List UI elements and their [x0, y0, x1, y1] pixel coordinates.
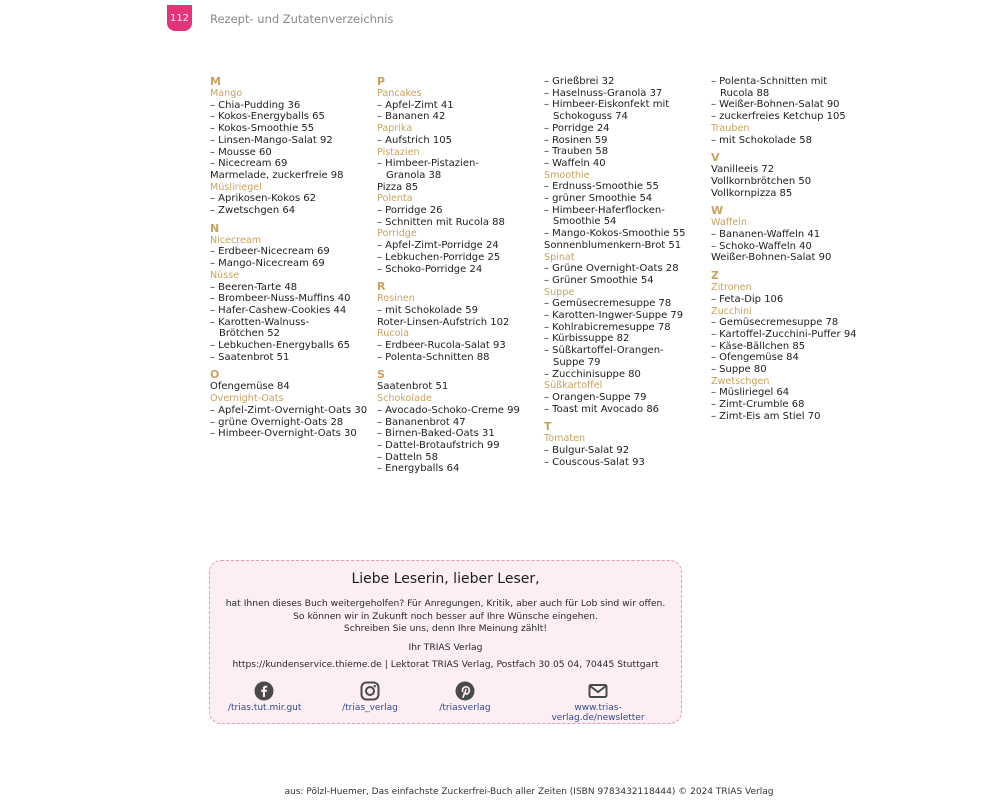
index-group-heading: Smoothie — [544, 169, 590, 181]
index-entry: – Datteln 58 — [377, 451, 439, 463]
letter-line-1: hat Ihnen dieses Buch weitergeholfen? Für Anregungen, Kritik, aber auch für Lob sind wir offen. — [225, 598, 666, 609]
index-entry: – Nicecream 69 — [210, 158, 288, 170]
index-group-heading: Schokolade — [377, 393, 432, 405]
index-entry: – Weißer-Bohnen-Salat 90 — [711, 99, 840, 111]
mail-icon — [588, 681, 608, 701]
page-number-badge: 112 — [167, 5, 192, 31]
instagram-link[interactable] — [335, 681, 405, 713]
index-entry: – Schoko-Waffeln 40 — [711, 240, 812, 252]
index-entry: – Schnitten mit Rucola 88 — [377, 216, 505, 228]
index-entry: – Zucchinisuppe 80 — [544, 368, 641, 380]
index-group-heading: Pancakes — [377, 88, 422, 99]
index-group-heading: Porridge — [377, 228, 417, 240]
index-group-heading: Süßkartoffel — [544, 380, 603, 392]
index-entry: – Zimt-Crumble 68 — [711, 399, 805, 411]
index-entry: – Apfel-Zimt-Porridge 24 — [377, 240, 499, 252]
letter-heading: Liebe Leserin, lieber Leser, — [351, 571, 540, 587]
index-entry: – Linsen-Mango-Salat 92 — [210, 134, 333, 146]
index-entry: – mit Schokolade 58 — [711, 134, 812, 146]
index-entry: Vanilleeis 72 — [711, 164, 775, 176]
index-entry: – Lebkuchen-Porridge 25 — [377, 251, 501, 263]
index-entry: – mit Schokolade 59 — [377, 304, 478, 316]
index-entry: – grüne Overnight-Oats 28 — [210, 416, 344, 428]
index-letter-heading: V — [711, 151, 720, 165]
index-entry: – Feta-Dip 106 — [711, 293, 784, 305]
index-entry: – Energyballs 64 — [377, 463, 460, 475]
index-entry: Saatenbrot 51 — [377, 381, 449, 393]
pinterest-handle[interactable]: /triasverlag — [439, 703, 491, 713]
index-entry: – Dattel-Brotaufstrich 99 — [377, 439, 500, 451]
index-entry: – Bulgur-Salat 92 — [544, 445, 630, 457]
source-credit: aus: Pölzl-Huemer, Das einfachste Zuckerfrei-Buch aller Zeiten (ISBN 9783432118444) © 2024 TRIAS Verlag — [284, 787, 774, 797]
pinterest-link[interactable] — [432, 681, 498, 713]
index-group-heading: Spinat — [544, 251, 575, 263]
index-group-heading: Tomaten — [544, 433, 586, 445]
index-letter-heading: P — [377, 75, 386, 88]
index-group-heading: Overnight-Oats — [210, 393, 284, 405]
index-entry: – Erdbeer-Rucola-Salat 93 — [377, 340, 506, 352]
index-entry: Marmelade, zuckerfreie 98 — [210, 169, 344, 181]
index-entry: – Himbeer-Pistazien- — [377, 158, 479, 170]
index-entry: Smoothie 54 — [553, 216, 617, 228]
instagram-handle[interactable]: /trias_verlag — [342, 703, 398, 713]
index-entry: – Gemüsecremesuppe 78 — [544, 298, 672, 310]
index-entry: Roter-Linsen-Aufstrich 102 — [377, 316, 510, 328]
index-entry: – Mango-Kokos-Smoothie 55 — [544, 228, 686, 240]
index-entry: Suppe 79 — [553, 356, 601, 368]
index-entry: – Zimt-Eis am Stiel 70 — [711, 410, 821, 422]
index-letter-heading: S — [377, 368, 385, 382]
index-entry: – Avocado-Schoko-Creme 99 — [377, 404, 520, 416]
index-group-heading: Nicecream — [210, 234, 262, 246]
index-entry: – Erdbeer-Nicecream 69 — [210, 246, 330, 258]
index-entry: – Orangen-Suppe 79 — [544, 391, 647, 403]
index-entry: – Birnen-Baked-Oats 31 — [377, 428, 495, 440]
index-entry: – Kokos-Smoothie 55 — [210, 123, 315, 135]
index-group-heading: Rucola — [377, 328, 410, 340]
index-letter-heading: O — [210, 368, 220, 382]
index-entry: – Kartoffel-Zucchini-Puffer 94 — [711, 328, 857, 340]
index-entry: – Apfel-Zimt 41 — [377, 99, 454, 111]
index-entry: – Porridge 24 — [544, 122, 610, 134]
index-entry: – grüner Smoothie 54 — [544, 193, 653, 205]
index-entry: – Kohlrabicremesuppe 78 — [544, 321, 671, 333]
index-entry: – Suppe 80 — [711, 364, 767, 376]
index-entry: – Müsliriegel 64 — [711, 387, 790, 399]
index-entry: – Waffeln 40 — [544, 157, 606, 169]
index-entry: – Kürbissuppe 82 — [544, 333, 630, 345]
index-entry: – Beeren-Tarte 48 — [210, 281, 298, 293]
index-entry: – Schoko-Porridge 24 — [377, 263, 483, 275]
index-entry: – Mango-Nicecream 69 — [210, 258, 325, 270]
index-column-3 — [544, 76, 709, 469]
index-entry: – Karotten-Ingwer-Suppe 79 — [544, 310, 684, 322]
index-group-heading: Pistazien — [377, 146, 420, 158]
index-entry: – Kokos-Energyballs 65 — [210, 111, 325, 123]
index-entry: – Bananen 42 — [377, 111, 446, 123]
index-entry: – Grießbrei 32 — [544, 76, 615, 87]
index-entry: – Himbeer-Haferflocken- — [544, 204, 665, 216]
index-entry: – Trauben 58 — [544, 146, 609, 158]
index-entry: – Käse-Bällchen 85 — [711, 340, 806, 352]
newsletter-url[interactable]: www.trias-verlag.de/newsletter — [551, 703, 645, 723]
running-title: Rezept- und Zutatenverzeichnis — [210, 12, 394, 26]
letter-contact[interactable]: https://kundenservice.thieme.de | Lektorat TRIAS Verlag, Postfach 30 05 04, 70445 Stuttgart — [232, 659, 659, 670]
index-entry: Pizza 85 — [377, 181, 419, 193]
index-group-heading: Rosinen — [377, 293, 415, 305]
letter-signature: Ihr TRIAS Verlag — [408, 642, 483, 653]
index-letter-heading: M — [210, 75, 221, 88]
index-entry: – Toast mit Avocado 86 — [544, 403, 660, 415]
index-entry: – Karotten-Walnuss- — [210, 316, 310, 328]
facebook-icon — [254, 681, 274, 701]
index-entry: – Polenta-Schnitten 88 — [377, 351, 490, 363]
index-entry: – Zwetschgen 64 — [210, 205, 296, 217]
index-entry: Brötchen 52 — [219, 328, 281, 340]
index-entry: – Erdnuss-Smoothie 55 — [544, 181, 659, 193]
index-entry: – Porridge 26 — [377, 205, 443, 217]
index-entry: – Bananen-Waffeln 41 — [711, 229, 821, 241]
index-group-heading: Müsliriegel — [210, 181, 262, 193]
index-entry: – Aprikosen-Kokos 62 — [210, 193, 316, 205]
index-group-heading: Mango — [210, 88, 243, 99]
instagram-icon — [360, 681, 380, 701]
index-entry: – Haselnuss-Granola 37 — [544, 87, 663, 99]
pinterest-icon — [455, 681, 475, 701]
index-entry: – Himbeer-Overnight-Oats 30 — [210, 428, 357, 440]
index-entry: – Aufstrich 105 — [377, 134, 452, 146]
index-entry: – Mousse 60 — [210, 146, 272, 158]
index-group-heading: Paprika — [377, 123, 413, 135]
index-column-2 — [377, 76, 542, 475]
letter-line-2: So können wir in Zukunft noch besser auf Ihre Wünsche eingehen. — [293, 611, 598, 622]
index-letter-heading: W — [711, 204, 724, 218]
index-entry: – Saatenbrot 51 — [210, 351, 290, 363]
index-letter-heading: Z — [711, 269, 719, 283]
index-entry: – Süßkartoffel-Orangen- — [544, 345, 664, 357]
index-entry: Vollkornbrötchen 50 — [711, 175, 812, 187]
index-entry: – zuckerfreies Ketchup 105 — [711, 111, 846, 123]
index-entry: Vollkornpizza 85 — [711, 187, 793, 199]
index-group-heading: Polenta — [377, 193, 413, 205]
index-entry: – Couscous-Salat 93 — [544, 456, 645, 468]
index-group-heading: Zwetschgen — [711, 375, 770, 387]
index-group-heading: Suppe — [544, 286, 575, 298]
index-group-heading: Trauben — [711, 122, 750, 134]
index-entry: Weißer-Bohnen-Salat 90 — [711, 252, 832, 264]
index-letter-heading: T — [544, 420, 552, 434]
index-entry: – Grüne Overnight-Oats 28 — [544, 263, 679, 275]
index-group-heading: Zucchini — [711, 305, 752, 317]
index-group-heading: Nüsse — [210, 269, 240, 281]
index-column-1 — [210, 76, 375, 440]
index-entry: Granola 38 — [386, 169, 442, 181]
facebook-handle[interactable]: /trias.tut.mir.gut — [228, 703, 302, 713]
letter-line-3: Schreiben Sie uns, denn Ihre Meinung zählt! — [343, 623, 548, 634]
index-entry: – Polenta-Schnitten mit — [711, 76, 828, 87]
index-entry: – Grüner Smoothie 54 — [544, 274, 654, 286]
index-letter-heading: R — [377, 280, 386, 294]
index-entry: – Gemüsecremesuppe 78 — [711, 317, 839, 329]
index-entry: – Apfel-Zimt-Overnight-Oats 30 — [210, 404, 368, 416]
index-entry: – Hafer-Cashew-Cookies 44 — [210, 304, 347, 316]
index-letter-heading: N — [210, 221, 220, 235]
index-column-4 — [711, 76, 876, 423]
reader-letter-box — [209, 560, 682, 724]
index-entry: – Himbeer-Eiskonfekt mit — [544, 99, 670, 111]
index-group-heading: Waffeln — [711, 217, 748, 229]
index-entry: – Bananenbrot 47 — [377, 416, 466, 428]
index-entry: Sonnenblumenkern-Brot 51 — [544, 239, 682, 251]
index-entry: – Ofengemüse 84 — [711, 352, 799, 364]
index-entry: Schokoguss 74 — [553, 111, 628, 123]
index-group-heading: Zitronen — [711, 282, 752, 294]
facebook-link[interactable] — [228, 681, 300, 713]
newsletter-link[interactable] — [528, 681, 668, 723]
index-entry: – Brombeer-Nuss-Muffins 40 — [210, 293, 351, 305]
index-entry: – Rosinen 59 — [544, 134, 608, 146]
index-entry: Ofengemüse 84 — [210, 381, 290, 393]
index-entry: – Lebkuchen-Energyballs 65 — [210, 340, 350, 352]
index-entry: Rucola 88 — [720, 87, 770, 99]
index-entry: – Chia-Pudding 36 — [210, 99, 301, 111]
